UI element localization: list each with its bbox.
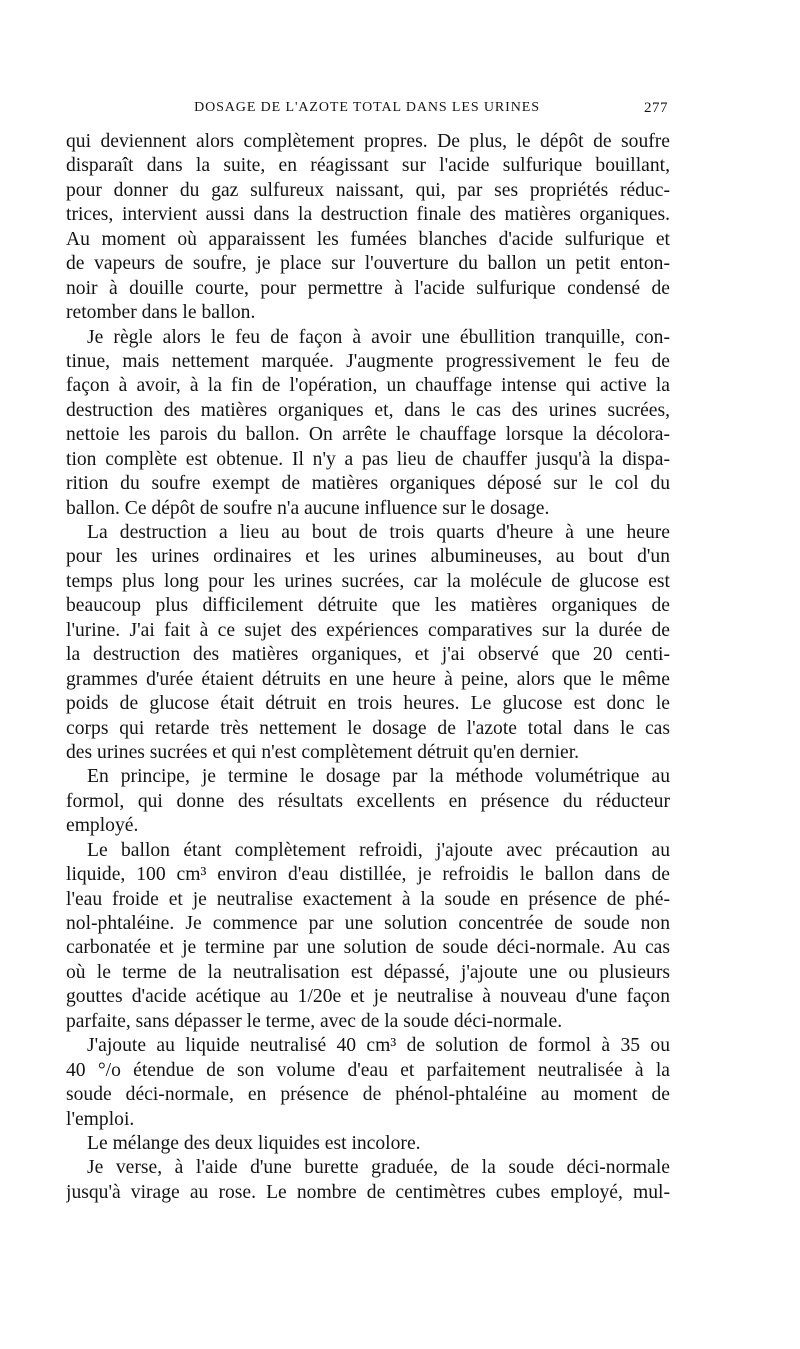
text-line: jusqu'à virage au rose. Le nombre de centimètres cubes employé, mul- [66, 1181, 670, 1203]
text-line: trices, intervient aussi dans la destruction finale des matières organiques. [66, 204, 670, 226]
text-line: temps plus long pour les urines sucrées, car la molécule de glucose est [66, 570, 670, 592]
text-line: carbonatée et je termine par une solution de soude déci-normale. Au cas [66, 937, 670, 959]
text-line: destruction des matières organiques et, dans le cas des urines sucrées, [66, 399, 670, 421]
text-line: gouttes d'acide acétique au 1/20e et je neutralise à nouveau d'une façon [66, 986, 670, 1008]
text-line: Le ballon étant complètement refroidi, j'ajoute avec précaution au [87, 839, 670, 861]
text-line: pour les urines ordinaires et les urines albumineuses, au bout d'un [66, 546, 670, 568]
text-line: rition du soufre exempt de matières organiques déposé sur le col du [66, 473, 670, 495]
page-number: 277 [644, 100, 668, 116]
text-line: Je verse, à l'aide d'une burette graduée, de la soude déci-normale [87, 1157, 670, 1179]
text-line: Au moment où apparaissent les fumées blanches d'acide sulfurique et [66, 228, 670, 250]
text-line: En principe, je termine le dosage par la méthode volumétrique au [87, 766, 670, 788]
text-line: soude déci-normale, en présence de phénol-phtaléine au moment de [66, 1084, 670, 1106]
text-line: l'eau froide et je neutralise exactement à la soude en présence de phé- [66, 888, 670, 910]
text-line: des urines sucrées et qui n'est complètement détruit qu'en dernier. [66, 741, 580, 763]
text-line: ballon. Ce dépôt de soufre n'a aucune influence sur le dosage. [66, 497, 550, 519]
text-line: qui deviennent alors complètement propres. De plus, le dépôt de soufre [66, 131, 670, 152]
text-line: corps qui retarde très nettement le dosage de l'azote total dans le cas [66, 717, 670, 739]
text-line: de vapeurs de soufre, je place sur l'ouverture du ballon un petit enton- [66, 253, 670, 275]
text-line: noir à douille courte, pour permettre à l'acide sulfurique condensé de [66, 277, 670, 299]
text-line: J'ajoute au liquide neutralisé 40 cm³ de solution de formol à 35 ou [87, 1035, 670, 1057]
text-line: La destruction a lieu au bout de trois quarts d'heure à une heure [87, 522, 670, 543]
running-title: DOSAGE DE L'AZOTE TOTAL DANS LES URINES [194, 100, 540, 115]
text-line: où le terme de la neutralisation est dépassé, j'ajoute une ou plusieurs [66, 961, 670, 983]
text-line: nol-phtaléine. Je commence par une solution concentrée de soude non [66, 913, 670, 934]
text-line: beaucoup plus difficilement détruite que les matières organiques de [66, 595, 670, 617]
text-line: formol, qui donne des résultats excellents en présence du réducteur [66, 790, 670, 812]
text-line: liquide, 100 cm³ environ d'eau distillée, je refroidis le ballon dans de [66, 864, 670, 886]
text-line: parfaite, sans dépasser le terme, avec de la soude déci-normale. [66, 1010, 563, 1032]
text-line: nettoie les parois du ballon. On arrête le chauffage lorsque la décolora- [66, 424, 670, 446]
body-text [66, 130, 670, 1205]
text-line: tinue, mais nettement marquée. J'augmente progressivement le feu de [66, 350, 670, 372]
text-line: disparaît dans la suite, en réagissant sur l'acide sulfurique bouillant, [66, 155, 670, 177]
text-line: employé. [66, 815, 139, 837]
text-line: Je règle alors le feu de façon à avoir une ébullition tranquille, con- [87, 326, 670, 348]
text-line: la destruction des matières organiques, et j'ai observé que 20 centi- [66, 644, 670, 666]
text-line: Le mélange des deux liquides est incolore. [87, 1132, 421, 1154]
text-line: l'emploi. [66, 1108, 135, 1130]
text-line: tion complète est obtenue. Il n'y a pas lieu de chauffer jusqu'à la dispa- [66, 448, 670, 470]
text-line: pour donner du gaz sulfureux naissant, qui, par ses propriétés réduc- [66, 179, 670, 201]
running-header [66, 100, 668, 126]
text-line: grammes d'urée étaient détruits en une heure à peine, alors que le même [66, 668, 670, 690]
text-line: l'urine. J'ai fait à ce sujet des expériences comparatives sur la durée de [66, 619, 670, 641]
text-line: poids de glucose était détruit en trois heures. Le glucose est donc le [66, 693, 670, 715]
text-line: retomber dans le ballon. [66, 302, 256, 324]
text-line: façon à avoir, à la fin de l'opération, un chauffage intense qui active la [66, 375, 670, 397]
text-line: 40 °/o étendue de son volume d'eau et parfaitement neutralisée à la [66, 1059, 670, 1081]
